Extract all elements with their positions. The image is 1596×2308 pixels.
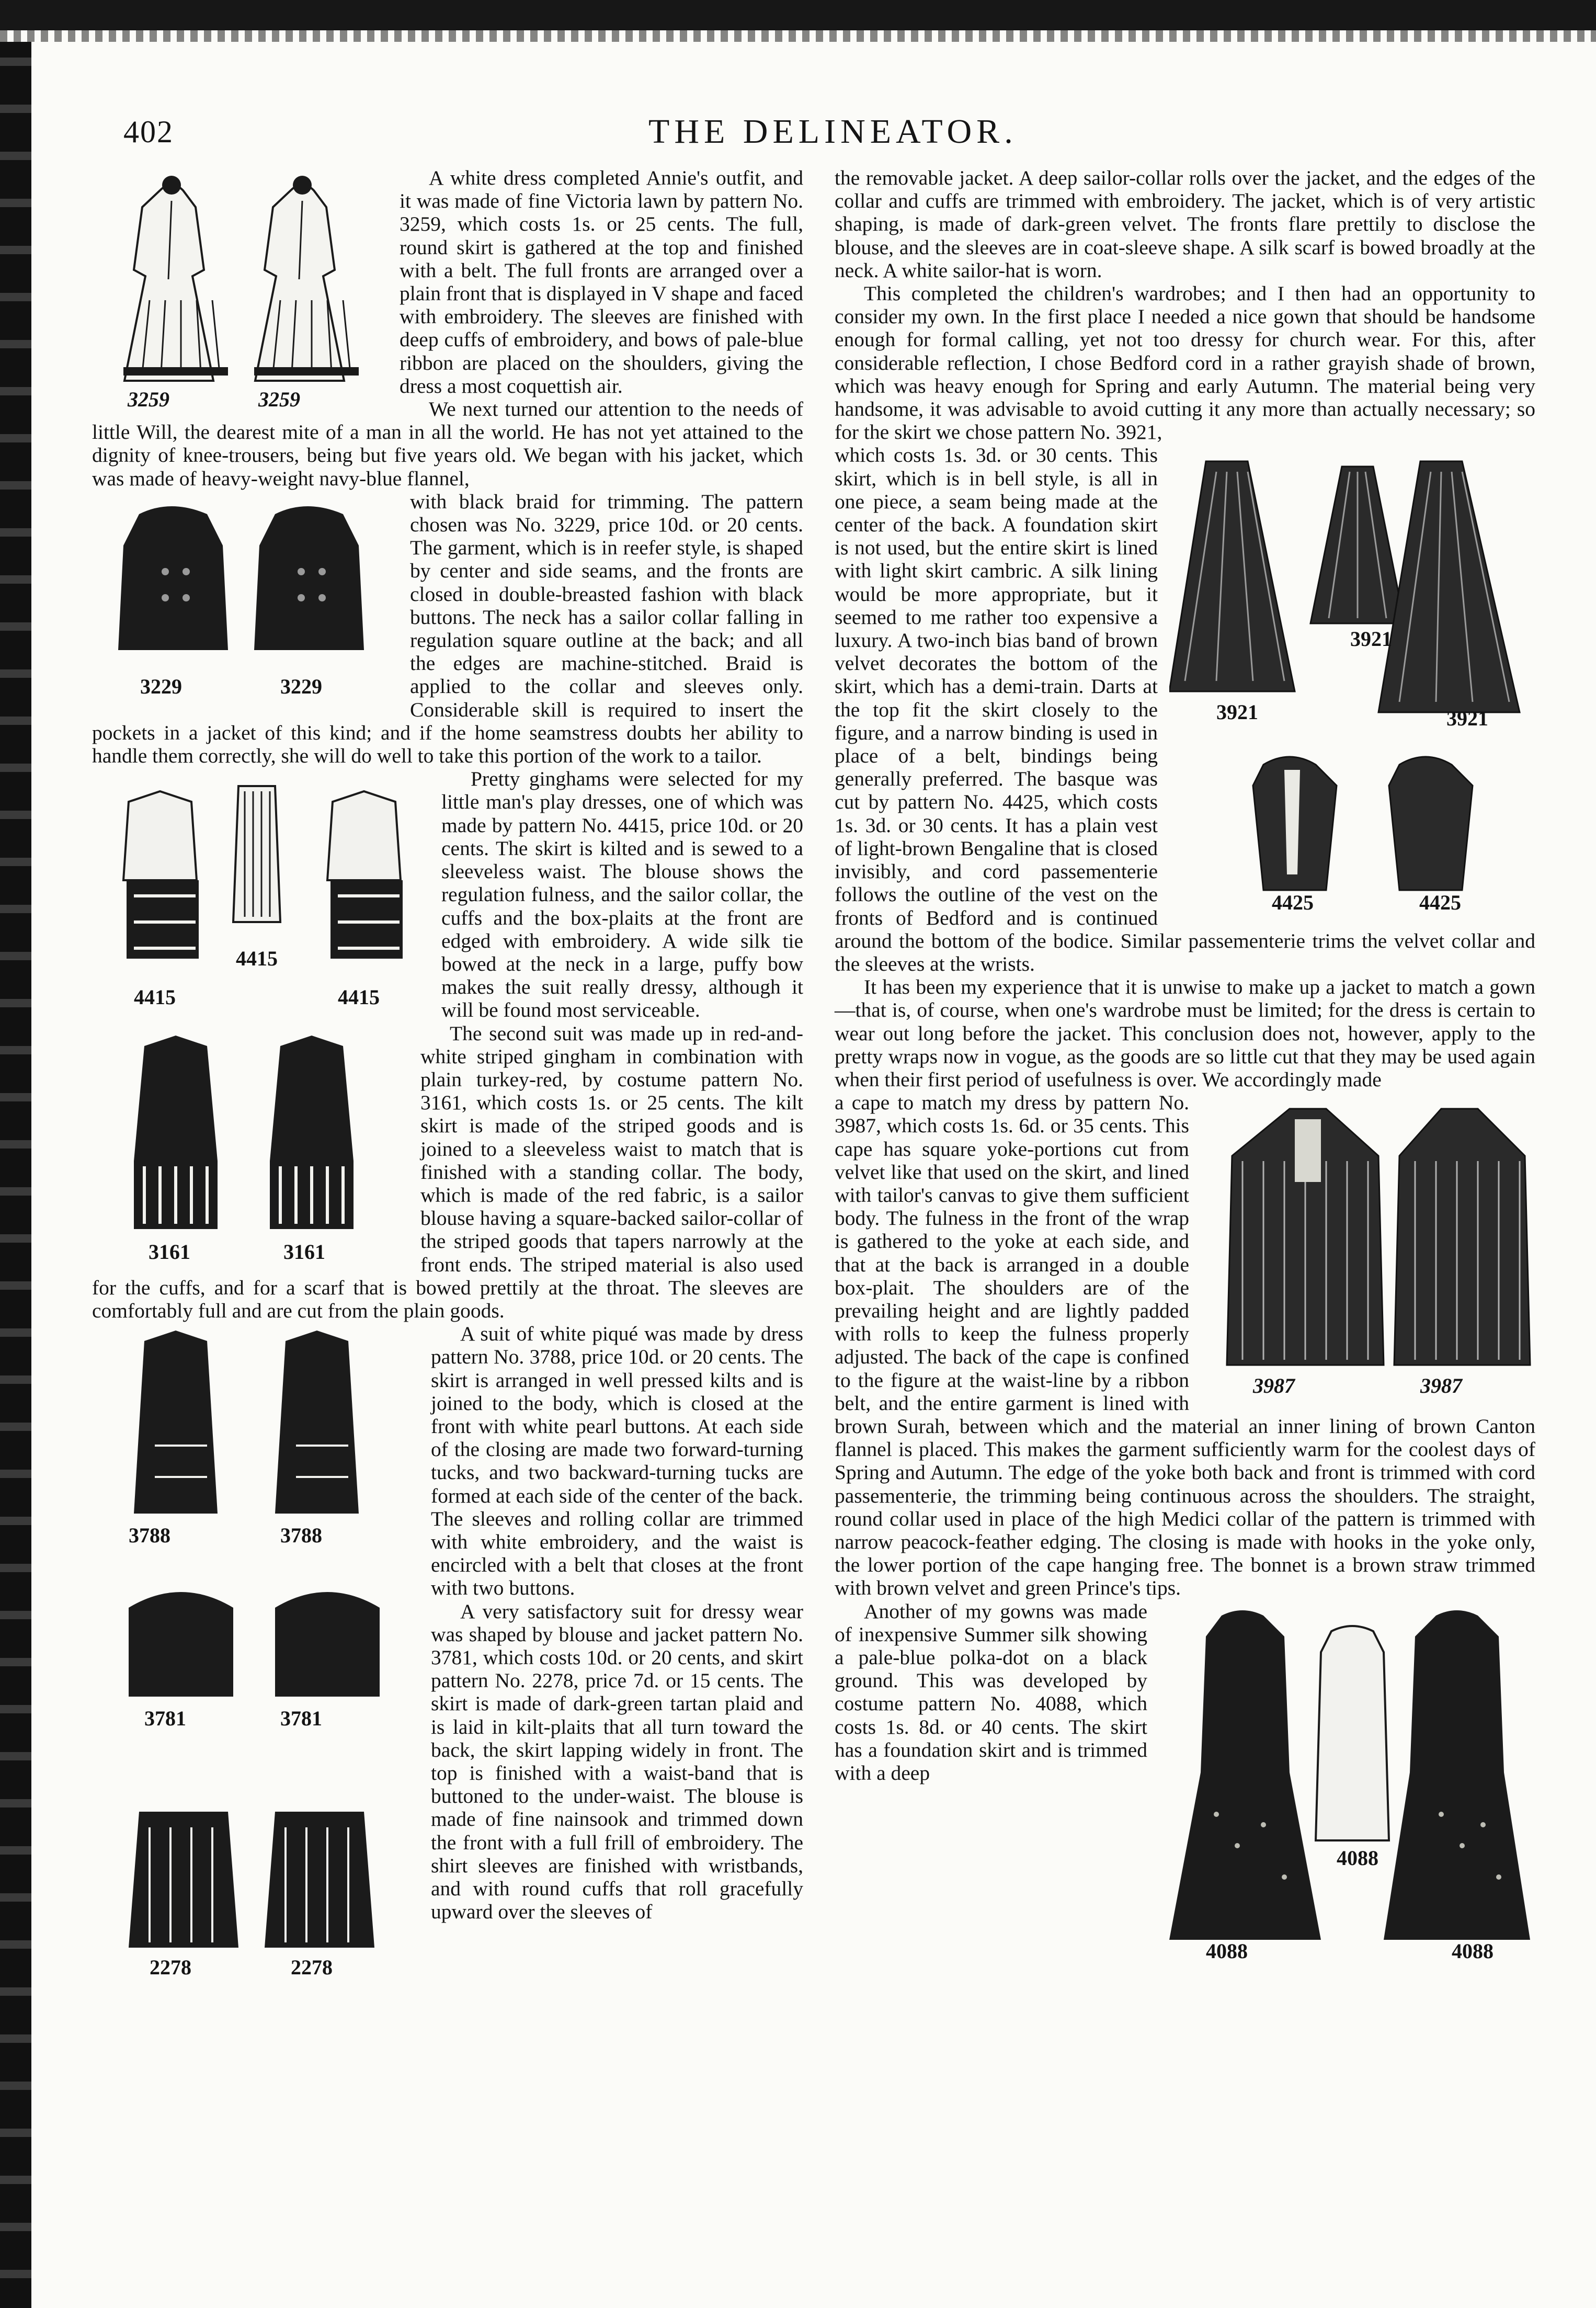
figure-label: 2278: [150, 1955, 191, 1980]
scan-top-edge: [0, 30, 1596, 42]
paragraph-jacket-gown: It has been my experience that it is unwise to make up a jacket to match a gown—that is, of course, when one's wardrobe must be limited; for the dress is certain to wear out long before the jacket. This conclusion does not, however, apply to the pretty wraps now in vogue, as the goods are so little cut that they may be used again when their first period of usefulness is over. We accordingly made: [835, 975, 1535, 1091]
paragraph-my-gown: This completed the children's wardrobes; and I then had an opportunity to consider my own. In the first place I needed a nice gown that should be handsome enough for formal calling, yet not too dressy for church wear. For this, after considerable reflection, I chose Bedford cord in a rather grayish shade of brown, which was heavy enough for Spring and early Autumn. The material being very handsome, it was advisable to avoid cutting it any more than actually necessary; so for the skirt we chose pattern No. 3921,: [835, 282, 1535, 444]
scan-left-border: [0, 42, 31, 2308]
skirt-basque-illustration-icon: [1169, 451, 1535, 916]
paragraph-3921: which costs 1s. 3d. or 30 cents. This skirt, which is in bell style, is all in one piece, a seam being made at the center of the back. A foundation skirt is not used, but the entire skirt is lined with light skirt cambric. A silk lining would be more appropriate, but it seemed to me rather too expensive a luxury. A two-inch bias band of brown velvet decorates the bottom of the skirt, which has a demi-train. Darts at the top fit the skirt closely to the figure, and a narrow binding is used in place of a belt, bindings being generally preferred. The basque was cut by pattern No. 4425, which costs 1s. 3d. or 30 cents. It has a plain vest of light-brown Bengaline that is closed invisibly, and cord passementerie follows the outline of the vest on the fronts of Bedford and is continued around the bottom of the bodice. Similar passementerie trims the velvet collar and the sleeves at the wrists.: [835, 444, 1535, 975]
left-column: [92, 166, 803, 2008]
paragraph-jacket-cont: the removable jacket. A deep sailor-collar rolls over the jacket, and the edges of the collar and cuffs are trimmed with embroidery. The jacket, which is of very artistic shaping, is made of dark-green velvet. The fronts flare prettily to disclose the blouse, and the sleeves are in coat-sleeve shape. A silk scarf is bowed broadly at the neck. A white sailor-hat is worn.: [835, 166, 1535, 282]
page-number: 402: [123, 115, 174, 149]
sailor-suit-illustration-icon: [108, 1025, 411, 1271]
figure-label: 4425: [1419, 891, 1461, 915]
figure-label: 3161: [283, 1240, 325, 1264]
figure-label: 4088: [1452, 1939, 1494, 1963]
figure-label: 3229: [280, 674, 322, 698]
cape-illustration-icon: [1201, 1098, 1535, 1402]
paragraph-will-intro: We next turned our attention to the needs of little Will, the dearest mite of a man in all the world. He has not yet attained to the dignity of knee-trousers, being but five years old. We began with his jacket, which was made of heavy-weight navy-blue flannel,: [92, 397, 803, 490]
figure-label: 3781: [144, 1707, 186, 1731]
figure-label: 4088: [1337, 1846, 1378, 1870]
boys-suits-illustration-icon: [108, 1325, 421, 2005]
running-title: THE DELINEATOR.: [648, 112, 1018, 151]
paragraph-3161: The second suit was made up in red-and-white striped gingham in combination with plain turkey-red, by costume pattern No. 3161, which costs 1s. or 25 cents. The kilt skirt is made of the striped goods and is joined to a sleeveless waist to match that is finished with a standing collar. The body, which is made of the red fabric, is a sailor blouse having a square-backed sailor-collar of the striped goods that tapers narrowly at the front ends. The striped material is also used for the cuffs, and for a scarf that is bowed prettily at the throat. The sleeves are comfortably full and are cut from the plain goods.: [92, 1021, 803, 1322]
figure-label: 4415: [134, 985, 176, 1009]
figure-3987: [1201, 1098, 1535, 1402]
paragraph-3987: a cape to match my dress by pattern No. 3987, which costs 1s. 6d. or 35 cents. This cape has square yoke-portions cut from velvet like that used on the skirt, and lined with tailor's canvas to give them sufficient body. The fulness in the front of the wrap is gathered to the yoke at each side, and that at the back is arranged in a double box-plait. The shoulders are of the prevailing height and are lightly padded with rolls to keep the fulness properly adjusted. The back of the cape is confined to the figure at the waist-line by a ribbon belt, and the entire garment is lined with brown Surah, between which and the material an inner lining of brown Canton flannel is placed. This makes the garment sufficiently warm for the coolest days of Spring and Autumn. The edge of the yoke both back and front is trimmed with cord passementerie, the trimming being continuous across the shoulders. The straight, round collar used in place of the high Medici collar of the pattern is trimmed with narrow peacock-feather edging. The closing is made with hooks in the yoke only, the lower portion of the cape hanging free. The bonnet is a brown straw trimmed with brown velvet and green Prince's tips.: [835, 1091, 1535, 1600]
play-dress-illustration-icon: [108, 770, 432, 1016]
figure-label: 3987: [1420, 1374, 1462, 1398]
figure-label: 3788: [280, 1523, 322, 1548]
figure-label: 3788: [129, 1523, 170, 1548]
dress-illustration-icon: [92, 169, 390, 415]
figure-label: 3921: [1350, 627, 1392, 651]
figure-3788-3781-2278: [108, 1325, 421, 2005]
figure-label: 3921: [1446, 707, 1488, 731]
costume-illustration-icon: [1159, 1605, 1535, 1971]
figure-label: 3229: [140, 674, 182, 698]
figure-label: 4088: [1206, 1939, 1248, 1963]
paragraph-3229: with black braid for trimming. The pattern chosen was No. 3229, price 10d. or 20 cents. The garment, which is in reefer style, is shaped by center and side seams, and the fronts are closed in double-breasted fashion with black buttons. The neck has a sailor collar falling in regulation square outline at the back; and all the edges are machine-stitched. Braid is applied to the collar and sleeves only. Considerable skill is required to insert the pockets in a jacket of this kind; and if the home seamstress doubts her ability to handle them correctly, she will do well to take this portion of the work to a tailor.: [92, 490, 803, 768]
figure-4415: [108, 770, 432, 1016]
figure-label: 4425: [1272, 891, 1314, 915]
figure-label: 3259: [128, 388, 169, 411]
figure-3921-4425: [1169, 451, 1535, 916]
figure-label: 3921: [1216, 700, 1258, 724]
figure-label: 4415: [338, 985, 380, 1009]
figure-3259: [92, 169, 390, 415]
scan-top-border: [0, 0, 1596, 30]
figure-label: 4415: [236, 947, 278, 971]
paragraph-3781: A very satisfactory suit for dressy wear was shaped by blouse and jacket pattern No. 3781, which costs 10d. or 20 cents, and skirt pattern No. 2278, price 7d. or 15 cents. The skirt is made of dark-green tartan plaid and is laid in kilt-plaits that all turn toward the back, the skirt lapping widely in front. The top is finished with a waist-band that is buttoned to the under-waist. The blouse is made of fine nainsook and trimmed down the front with a full frill of embroidery. The shirt sleeves are finished with wristbands, and with round cuffs that roll gracefully upward over the sleeves of: [431, 1599, 803, 1924]
paragraph-4088: Another of my gowns was made of inexpensive Summer silk showing a pale-blue polka-dot on a black ground. This was developed by costume pattern No. 4088, which costs 1s. 8d. or 40 cents. The skirt has a foundation skirt and is trimmed with a deep: [835, 1599, 1147, 1785]
figure-label: 3259: [258, 388, 300, 411]
figure-3229: [108, 493, 401, 713]
figure-4088: [1159, 1605, 1535, 1971]
paragraph-3259: A white dress completed Annie's outfit, and it was made of fine Victoria lawn by pattern No. 3259, which costs 1s. or 25 cents. The full, round skirt is gathered at the top and finished with a belt. The full fronts are arranged over a plain front that is displayed in V shape and faced with embroidery. The sleeves are finished with deep cuffs of embroidery, and bows of pale-blue ribbon are placed on the shoulders, giving the dress a most coquettish air.: [400, 166, 803, 397]
paragraph-3788: A suit of white piqué was made by dress pattern No. 3788, price 10d. or 20 cents. The skirt is arranged in well pressed kilts and is joined to the body, which is closed at the front with white pearl buttons. At each side of the closing are made two forward-turning tucks, and two backward-turning tucks are formed at each side of the center of the back. The sleeves and rolling collar are trimmed with white embroidery, and the waist is encircled with a belt that closes at the front with two buttons.: [431, 1322, 803, 1600]
figure-label: 3161: [149, 1240, 190, 1264]
right-column: [835, 166, 1535, 1974]
figure-label: 3987: [1253, 1374, 1295, 1398]
figure-label: 3781: [280, 1707, 322, 1731]
figure-label: 2278: [291, 1955, 333, 1980]
figure-3161: [108, 1025, 411, 1271]
paragraph-4415: Pretty ginghams were selected for my little man's play dresses, one of which was made by pattern No. 4415, price 10d. or 20 cents. The skirt is kilted and is sewed to a sleeveless waist. The blouse shows the regulation fulness, and the sailor collar, the cuffs and the box-plaits at the front are edged with embroidery. A wide silk tie bowed at the neck in a large, puffy bow makes the suit really dressy, although it will be found most serviceable.: [441, 767, 803, 1022]
